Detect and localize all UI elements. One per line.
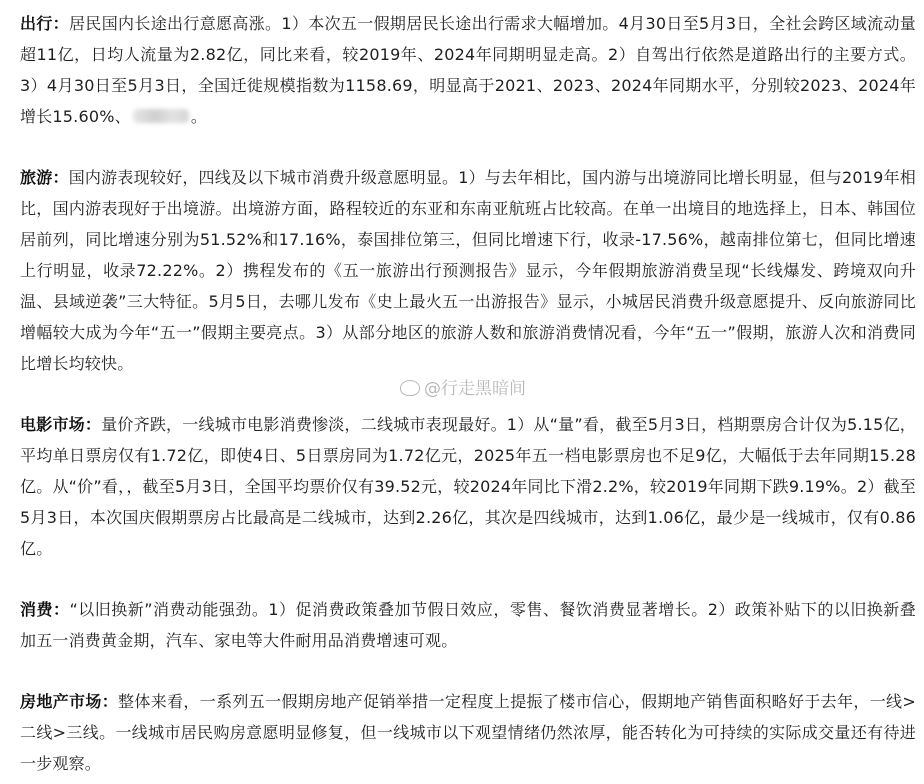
section-travel	[20, 8, 916, 132]
section-tourism	[20, 162, 916, 379]
section-heading: 消费：	[20, 600, 70, 619]
section-text: 国内游表现较好，四线及以下城市消费升级意愿明显。1）与去年相比，国内游与出境游同比增长明显，但与2019年相比，国内游表现好于出境游。出境游方面，路程较近的东亚和东南亚航班占比较高。在单一出境目的地选择上，日本、韩国位居前列，同比增速分别为51.52%和17.16%，泰国排位第三，但同比增速下行，收录-17.56%，越南排位第七，但同比增速上行明显，收录72.22%。2）携程发布的《五一旅游出行预测报告》显示，今年假期旅游消费呈现“长线爆发、跨境双向升温、县域逆袭”三大特征。5月5日，去哪儿发布《史上最火五一出游报告》显示，小城居民消费升级意愿提升、反向旅游同比增幅较大成为今年“五一”假期主要亮点。3）从部分地区的旅游人数和旅游消费情况看，今年“五一”假期，旅游人次和消费同比增长均较快。	[20, 168, 916, 373]
section-movie-market	[20, 409, 916, 564]
watermark-text: @行走黑暗间	[424, 379, 526, 399]
section-text: “以旧换新”消费动能强劲。1）促消费政策叠加节假日效应，零售、餐饮消费显著增长。2）政策补贴下的以旧换新叠加五一消费黄金期，汽车、家电等大件耐用品消费增速可观。	[20, 600, 916, 650]
section-heading: 出行：	[20, 14, 70, 33]
section-text: 居民国内长途出行意愿高涨。1）本次五一假期居民长途出行需求大幅增加。4月30日至5月3日，全社会跨区域流动量超11亿，日均人流量为2.82亿，同比来看，较2019年、2024年同期明显走高。2）自驾出行依然是道路出行的主要方式。3）4月30日至5月3日，全国迁徙规模指数为1158.69，明显高于2021、2023、2024年同期水平，分别较2023、2024年增长15.60%、	[20, 14, 916, 126]
section-heading: 房地产市场：	[20, 692, 119, 711]
redacted-value	[133, 109, 189, 123]
section-heading: 电影市场：	[20, 415, 102, 434]
section-text: 整体来看，一系列五一假期房地产促销举措一定程度上提振了楼市信心，假期地产销售面积略好于去年，一线>二线>三线。一线城市居民购房意愿明显修复，但一线城市以下观望情绪仍然浓厚，能否转化为可持续的实际成交量还有待进一步观察。	[20, 692, 916, 773]
section-text-end: 。	[190, 107, 208, 126]
section-real-estate	[20, 686, 916, 779]
weibo-icon	[400, 380, 420, 396]
section-text: 量价齐跌，一线城市电影消费惨淡，二线城市表现最好。1）从“量”看，截至5月3日，档期票房合计仅为5.15亿，平均单日票房仅有1.72亿，即使4日、5日票房同为1.72亿元，2025年五一档电影票房也不足9亿，大幅低于去年同期15.28亿。从“价”看，，截至5月3日，全国平均票价仅有39.52元，较2024年同比下滑2.2%，较2019年同期下跌9.19%。2）截至5月3日，本次国庆假期票房占比最高是二线城市，达到2.26亿，其次是四线城市，达到1.06亿，最少是一线城市，仅有0.86亿。	[20, 415, 916, 558]
section-consumption	[20, 594, 916, 656]
section-heading: 旅游：	[20, 168, 69, 187]
